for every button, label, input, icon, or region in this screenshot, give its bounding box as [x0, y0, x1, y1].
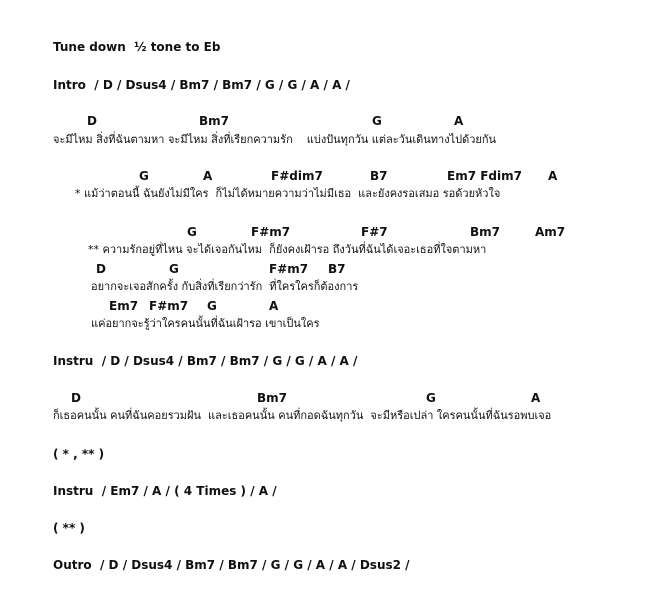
chorus-lyric-line-3: แค่อยากจะรู้ว่าใครคนนั้นที่ฉันเฝ้ารอ เขาเป็นใคร [91, 317, 320, 330]
chord: Em7 [109, 299, 139, 313]
chorus-lyric-line-1: ** ความรักอยู่ที่ไหน จะได้เจอกันไหม ก็ยังคงเฝ้ารอ ถึงวันที่ฉันได้เจอะเธอที่ใจตามหา [88, 243, 487, 256]
chord: G [207, 299, 217, 313]
chord: F#m7 [269, 262, 309, 276]
verse-lyric-line-1: จะมีไหม สิ่งที่ฉันตามหา จะมีไหม สิ่งที่เรียกความรัก แบ่งปันทุกวัน แต่ละวันเดินทางไปด้วยกัน [53, 133, 497, 146]
chorus-lyric-line-2: อยากจะเจอสักครั้ง กับสิ่งที่เรียกว่ารัก ที่ใครใครก็ต้องการ [91, 280, 359, 293]
chord: Bm7 [470, 225, 500, 239]
chord: Am7 [535, 225, 566, 239]
chord: B7 [328, 262, 346, 276]
chord: F#m7 [149, 299, 189, 313]
chord: A [548, 169, 558, 183]
chord: Em7 Fdim7 [447, 169, 522, 183]
chord: A [203, 169, 213, 183]
chord: G [187, 225, 197, 239]
verse-lyric-line-2: * แม้ว่าตอนนี้ ฉันยังไม่มีใคร ก็ไม่ได้หมายความว่าไม่มีเธอ และยังคงรอเสมอ รอด้วยหัวใจ [75, 187, 501, 200]
chord: Bm7 [199, 114, 229, 128]
instru-line-1: Instru / D / Dsus4 / Bm7 / Bm7 / G / G / A / A / [53, 354, 358, 368]
chord: G [372, 114, 382, 128]
repeat-marker-1: ( * , ** ) [53, 447, 105, 461]
chord: A [454, 114, 464, 128]
chord: A [531, 391, 541, 405]
chord: D [71, 391, 81, 405]
chord: A [269, 299, 279, 313]
chord: D [87, 114, 97, 128]
intro-line: Intro / D / Dsus4 / Bm7 / Bm7 / G / G / A / A / [53, 78, 350, 92]
outro-line: Outro / D / Dsus4 / Bm7 / Bm7 / G / G / A / A / Dsus2 / [53, 558, 410, 572]
chord: F#7 [361, 225, 388, 239]
chord: F#dim7 [271, 169, 323, 183]
chord: G [139, 169, 149, 183]
repeat-marker-2: ( ** ) [53, 521, 85, 535]
bridge-lyric-line-1: ก็เธอคนนั้น คนที่ฉันคอยรวมฝัน และเธอคนนั้น คนที่กอดฉันทุกวัน จะมีหรือเปล่า ใครคนนั้นที่ฉันรอพบเจอ [53, 409, 552, 422]
instru-line-2: Instru / Em7 / A / ( 4 Times ) / A / [53, 484, 277, 498]
chord: G [426, 391, 436, 405]
chord: F#m7 [251, 225, 291, 239]
chord: G [169, 262, 179, 276]
chord: D [96, 262, 106, 276]
chord: B7 [370, 169, 388, 183]
chord: Bm7 [257, 391, 287, 405]
tuning-note: Tune down ½ tone to Eb [53, 40, 221, 54]
